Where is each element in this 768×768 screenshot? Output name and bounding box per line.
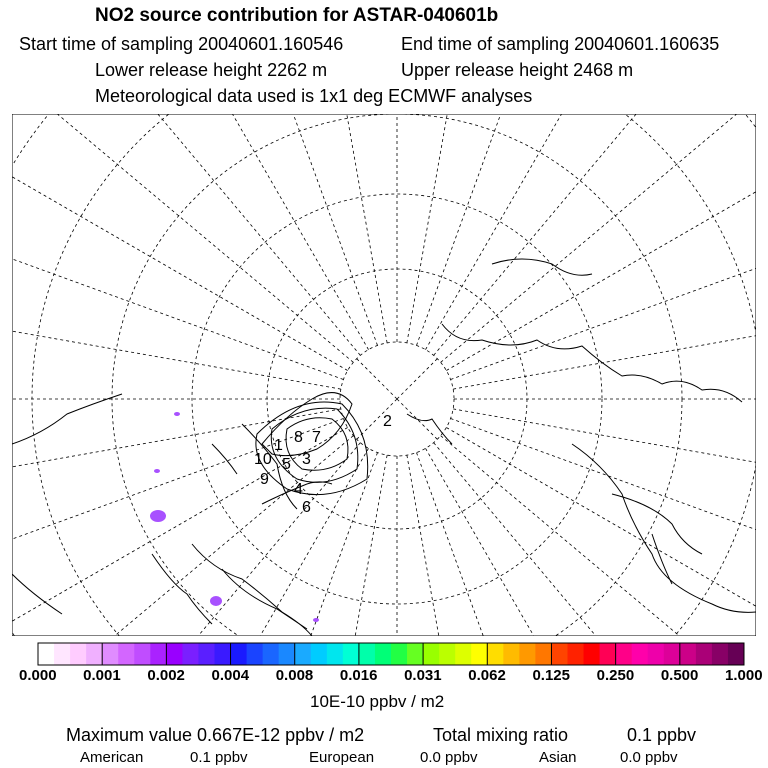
colorbar-cell	[118, 643, 135, 665]
colorbar-cell	[551, 643, 568, 665]
colorbar-cell	[359, 643, 376, 665]
colorbar-cell	[600, 643, 617, 665]
colorbar-cell	[150, 643, 167, 665]
colorbar-cell	[664, 643, 681, 665]
colorbar-cell	[231, 643, 248, 665]
colorbar-tick-label: 0.016	[339, 667, 378, 684]
colorbar-cell	[391, 643, 408, 665]
colorbar-cell	[535, 643, 552, 665]
colorbar-cell	[712, 643, 729, 665]
colorbar-tick-label: 0.000	[19, 667, 57, 684]
american-label: American	[80, 749, 144, 766]
colorbar-cell	[632, 643, 649, 665]
colorbar-cell	[343, 643, 360, 665]
contour-label: 8	[294, 429, 303, 446]
plume-patch	[154, 469, 160, 473]
colorbar-cell	[455, 643, 472, 665]
asian-label: Asian	[539, 749, 577, 766]
colorbar-cell	[311, 643, 328, 665]
met-data-label: Meteorological data used is 1x1 deg ECMWF analyses	[95, 86, 533, 106]
colorbar-cell	[166, 643, 183, 665]
colorbar-cell	[134, 643, 151, 665]
total-mixing-label: Total mixing ratio	[433, 725, 569, 745]
plume-patch	[210, 596, 222, 606]
lower-height-label: Lower release height 2262 m	[95, 60, 328, 80]
polar-map	[12, 114, 756, 636]
colorbar-cell	[696, 643, 713, 665]
colorbar-cell	[471, 643, 488, 665]
colorbar-tick-label: 0.031	[404, 667, 442, 684]
american-value: 0.1 ppbv	[190, 749, 248, 766]
end-time-label: End time of sampling 20040601.160635	[401, 34, 720, 54]
colorbar-cell	[568, 643, 585, 665]
max-value-text: Maximum value 0.667E-12 ppbv / m2	[66, 725, 365, 745]
colorbar-tick-label: 0.008	[275, 667, 314, 684]
colorbar-cell	[327, 643, 344, 665]
asian-value: 0.0 ppbv	[620, 749, 678, 766]
contour-label: 1	[274, 437, 283, 454]
colorbar-cell	[728, 643, 745, 665]
european-value: 0.0 ppbv	[420, 749, 478, 766]
plume-patch	[313, 618, 319, 622]
colorbar-tick-label: 0.004	[211, 667, 250, 684]
colorbar-cell	[198, 643, 215, 665]
colorbar-cell	[648, 643, 665, 665]
colorbar-tick-label: 0.250	[596, 667, 635, 684]
colorbar-cell	[182, 643, 199, 665]
colorbar-tick-label: 1.000	[725, 667, 763, 684]
colorbar-cell	[519, 643, 536, 665]
colorbar-tick-label: 0.125	[532, 667, 570, 684]
colorbar-cell	[487, 643, 504, 665]
colorbar-cell	[215, 643, 232, 665]
contour-label: 4	[294, 481, 303, 498]
contour-label: 6	[302, 499, 311, 516]
colorbar-cell	[407, 643, 424, 665]
colorbar-tick-label: 0.062	[468, 667, 506, 684]
total-mixing-value: 0.1 ppbv	[627, 725, 697, 745]
colorbar-cell	[38, 643, 55, 665]
colorbar-cell	[439, 643, 456, 665]
colorbar-tick-label: 0.001	[83, 667, 121, 684]
contour-label: 3	[302, 451, 311, 468]
colorbar-cell	[102, 643, 119, 665]
colorbar-cell	[584, 643, 601, 665]
colorbar-cell	[279, 643, 296, 665]
colorbar-cell	[503, 643, 520, 665]
colorbar-cell	[295, 643, 312, 665]
european-label: European	[309, 749, 375, 766]
colorbar-cell	[616, 643, 633, 665]
colorbar-cell	[54, 643, 71, 665]
contour-label: 2	[383, 413, 392, 430]
plume-patch	[150, 510, 166, 522]
colorbar-cell	[375, 643, 392, 665]
colorbar-cell	[263, 643, 280, 665]
colorbar-cell	[86, 643, 103, 665]
plot-title: NO2 source contribution for ASTAR-040601b	[95, 5, 499, 26]
colorbar-cells	[38, 643, 745, 665]
colorbar-cell	[70, 643, 87, 665]
contour-label: 10	[254, 451, 272, 468]
contour-label: 7	[312, 429, 321, 446]
contour-label: 9	[260, 471, 269, 488]
plume-patch	[174, 412, 180, 416]
colorbar-cell	[680, 643, 697, 665]
map-frame	[12, 114, 756, 636]
colorbar-tick-label: 0.500	[660, 667, 699, 684]
start-time-label: Start time of sampling 20040601.160546	[19, 34, 344, 54]
colorbar-cell	[423, 643, 440, 665]
colorbar-tick-label: 0.002	[147, 667, 185, 684]
colorbar-cell	[247, 643, 264, 665]
upper-height-label: Upper release height 2468 m	[401, 60, 634, 80]
contour-label: 5	[282, 456, 291, 473]
colorbar-unit: 10E-10 ppbv / m2	[310, 692, 445, 711]
